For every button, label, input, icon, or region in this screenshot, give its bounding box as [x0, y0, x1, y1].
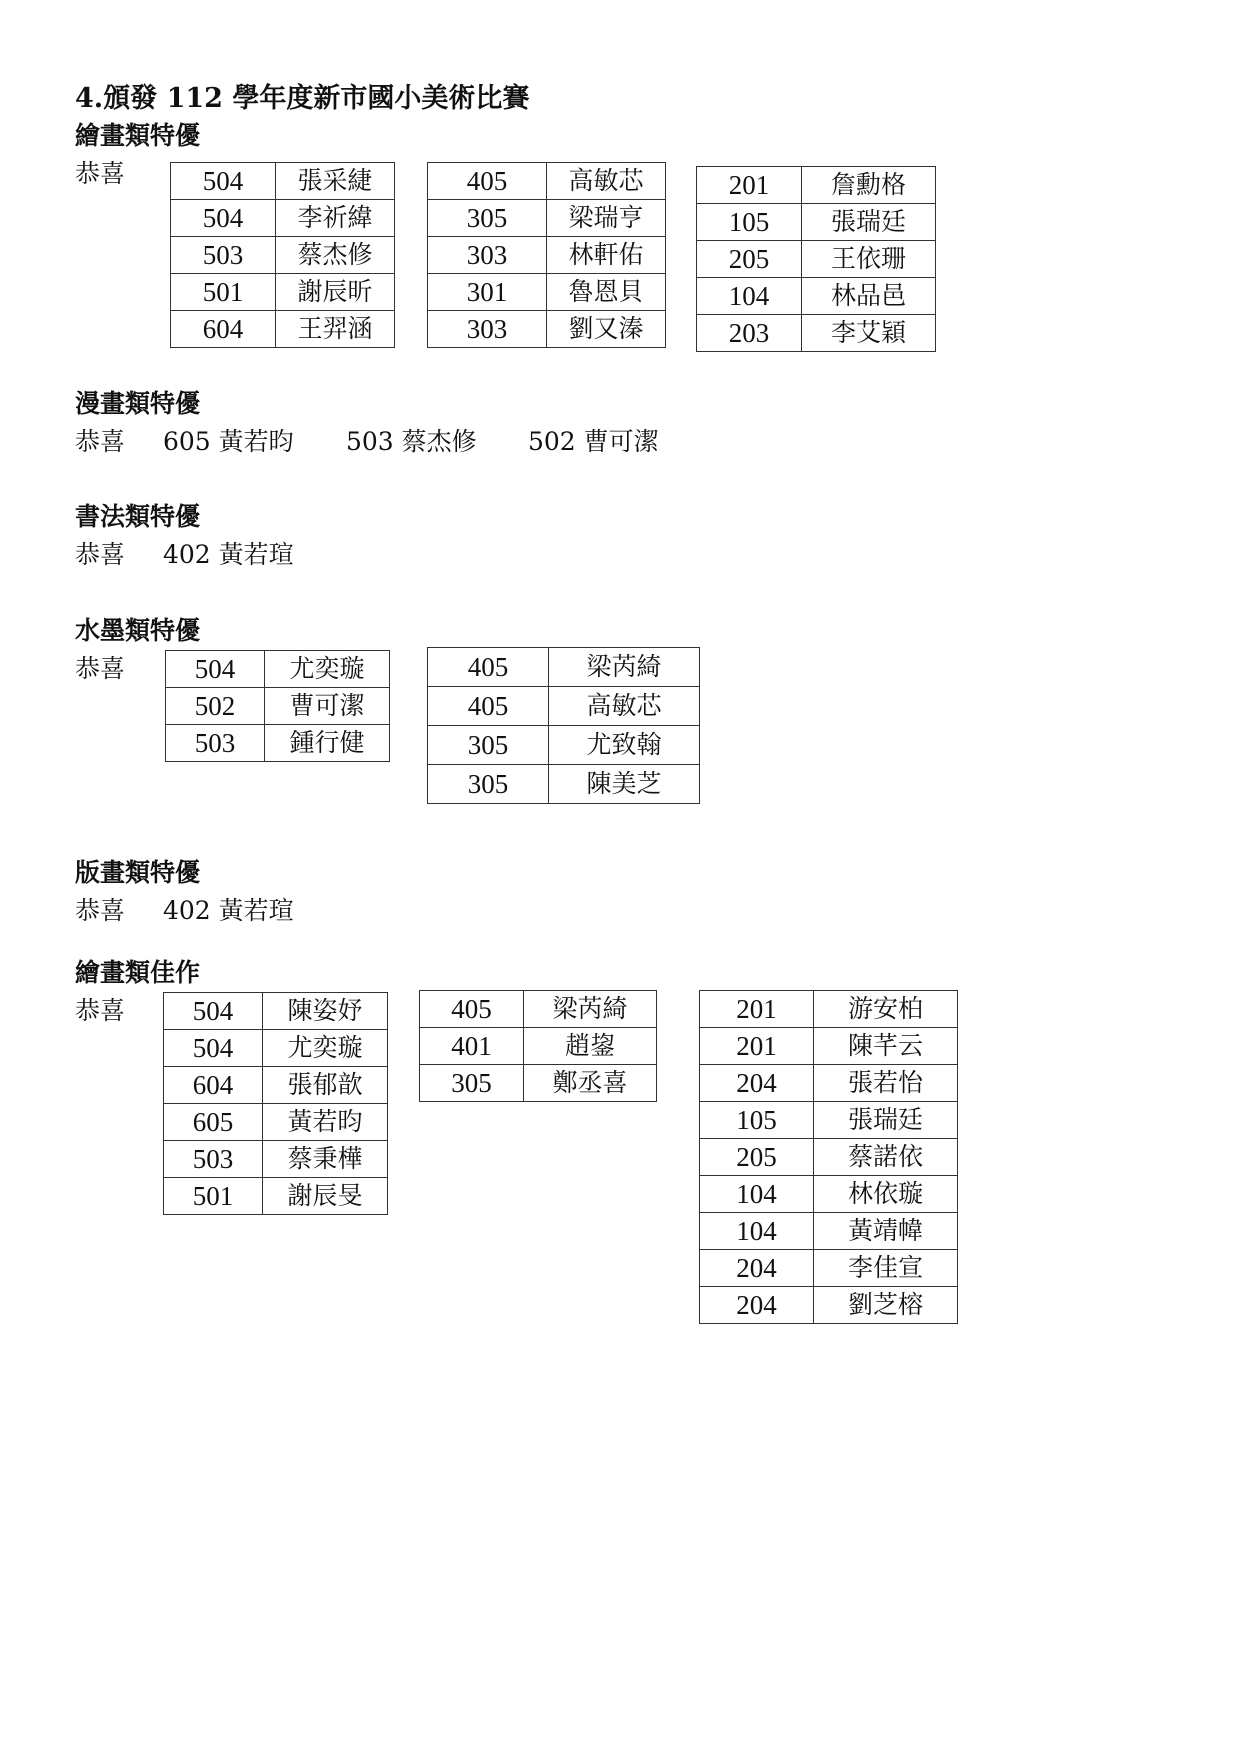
- class-number: 204: [700, 1065, 814, 1102]
- student-name: 陳芊云: [814, 1028, 958, 1065]
- table-row: [166, 725, 390, 762]
- class-number: 201: [700, 991, 814, 1028]
- table-row: [700, 1176, 958, 1213]
- class-number: 504: [171, 163, 276, 200]
- painting-merit-table-2: [419, 990, 657, 1102]
- class-number: 503: [166, 725, 265, 762]
- class-number: 305: [420, 1065, 524, 1102]
- class-number: 104: [697, 278, 802, 315]
- class-number: 502: [166, 688, 265, 725]
- table-row: [171, 274, 395, 311]
- table-row: [697, 167, 936, 204]
- painting-merit-table-3: [699, 990, 958, 1324]
- class-number: 303: [428, 237, 547, 274]
- class-number: 501: [171, 274, 276, 311]
- student-name: 高敏芯: [547, 163, 666, 200]
- class-number: 203: [697, 315, 802, 352]
- table-row: [700, 1065, 958, 1102]
- student-name: 張郁歆: [263, 1067, 388, 1104]
- student-name: 蔡諾依: [814, 1139, 958, 1176]
- table-row: [697, 241, 936, 278]
- calligraphy-entry: 402 黃若瑄: [163, 540, 294, 569]
- class-number: 201: [697, 167, 802, 204]
- student-name: 梁芮綺: [524, 991, 657, 1028]
- congrats-label: 恭喜: [75, 427, 126, 456]
- congrats-label: 恭喜: [75, 654, 126, 683]
- table-row: [428, 237, 666, 274]
- table-row: [164, 1067, 388, 1104]
- table-row: [697, 315, 936, 352]
- class-number: 504: [166, 651, 265, 688]
- student-name: 黃靖幃: [814, 1213, 958, 1250]
- table-row: [171, 311, 395, 348]
- student-name: 李祈緯: [276, 200, 395, 237]
- class-number: 301: [428, 274, 547, 311]
- student-name: 魯恩貝: [547, 274, 666, 311]
- student-name: 林軒佑: [547, 237, 666, 274]
- painting-excellent-table-3: [696, 166, 936, 352]
- table-row: [428, 200, 666, 237]
- class-number: 405: [428, 687, 549, 726]
- table-row: [428, 648, 700, 687]
- class-number: 501: [164, 1178, 263, 1215]
- class-number: 504: [171, 200, 276, 237]
- class-number: 604: [171, 311, 276, 348]
- congrats-label: 恭喜: [75, 896, 126, 925]
- student-name: 陳姿妤: [263, 993, 388, 1030]
- table-row: [428, 274, 666, 311]
- congrats-label: 恭喜: [75, 159, 126, 188]
- table-row: [428, 311, 666, 348]
- painting-merit-table-1: [163, 992, 388, 1215]
- congrats-label: 恭喜: [75, 540, 126, 569]
- painting-excellent-heading: 繪畫類特優: [75, 121, 201, 150]
- student-name: 謝辰旻: [263, 1178, 388, 1215]
- class-number: 104: [700, 1213, 814, 1250]
- student-name: 趙鋆: [524, 1028, 657, 1065]
- class-number: 105: [697, 204, 802, 241]
- class-number: 401: [420, 1028, 524, 1065]
- student-name: 謝辰昕: [276, 274, 395, 311]
- student-name: 林依璇: [814, 1176, 958, 1213]
- table-row: [166, 651, 390, 688]
- class-number: 605: [164, 1104, 263, 1141]
- table-row: [700, 1028, 958, 1065]
- class-number: 504: [164, 993, 263, 1030]
- table-row: [420, 1028, 657, 1065]
- class-number: 405: [428, 163, 547, 200]
- table-row: [428, 687, 700, 726]
- comic-entry: 605 黃若昀: [163, 427, 294, 456]
- table-row: [164, 1178, 388, 1215]
- painting-merit-heading: 繪畫類佳作: [75, 958, 201, 987]
- ink-excellent-heading: 水墨類特優: [75, 616, 201, 645]
- page-title: 4.頒發 112 學年度新市國小美術比賽: [75, 83, 530, 114]
- table-row: [171, 237, 395, 274]
- table-row: [700, 1287, 958, 1324]
- table-row: [428, 765, 700, 804]
- table-row: [700, 1213, 958, 1250]
- class-number: 504: [164, 1030, 263, 1067]
- student-name: 張瑞廷: [814, 1102, 958, 1139]
- comic-entry: 502 曹可潔: [528, 427, 659, 456]
- student-name: 游安柏: [814, 991, 958, 1028]
- table-row: [166, 688, 390, 725]
- calligraphy-excellent-heading: 書法類特優: [75, 502, 201, 531]
- student-name: 劉又溱: [547, 311, 666, 348]
- student-name: 梁瑞亨: [547, 200, 666, 237]
- table-row: [428, 726, 700, 765]
- table-row: [697, 278, 936, 315]
- student-name: 曹可潔: [265, 688, 390, 725]
- class-number: 201: [700, 1028, 814, 1065]
- print-excellent-heading: 版畫類特優: [75, 858, 201, 887]
- table-row: [164, 1141, 388, 1178]
- student-name: 李艾穎: [802, 315, 936, 352]
- class-number: 405: [420, 991, 524, 1028]
- student-name: 林品邑: [802, 278, 936, 315]
- student-name: 尤致翰: [549, 726, 700, 765]
- comic-excellent-heading: 漫畫類特優: [75, 389, 201, 418]
- table-row: [697, 204, 936, 241]
- student-name: 蔡秉樺: [263, 1141, 388, 1178]
- table-row: [428, 163, 666, 200]
- class-number: 503: [171, 237, 276, 274]
- table-row: [420, 1065, 657, 1102]
- student-name: 王依珊: [802, 241, 936, 278]
- student-name: 李佳宣: [814, 1250, 958, 1287]
- class-number: 305: [428, 200, 547, 237]
- table-row: [171, 200, 395, 237]
- class-number: 303: [428, 311, 547, 348]
- class-number: 205: [697, 241, 802, 278]
- painting-excellent-table-2: [427, 162, 666, 348]
- class-number: 405: [428, 648, 549, 687]
- ink-excellent-table-2: [427, 647, 700, 804]
- student-name: 梁芮綺: [549, 648, 700, 687]
- student-name: 王羿涵: [276, 311, 395, 348]
- print-entry: 402 黃若瑄: [163, 896, 294, 925]
- class-number: 104: [700, 1176, 814, 1213]
- table-row: [700, 991, 958, 1028]
- table-row: [700, 1102, 958, 1139]
- table-row: [164, 993, 388, 1030]
- student-name: 陳美芝: [549, 765, 700, 804]
- student-name: 高敏芯: [549, 687, 700, 726]
- ink-excellent-table-1: [165, 650, 390, 762]
- table-row: [164, 1030, 388, 1067]
- student-name: 張瑞廷: [802, 204, 936, 241]
- student-name: 蔡杰修: [276, 237, 395, 274]
- student-name: 詹勳格: [802, 167, 936, 204]
- student-name: 尤奕璇: [263, 1030, 388, 1067]
- table-row: [420, 991, 657, 1028]
- student-name: 張若怡: [814, 1065, 958, 1102]
- table-row: [171, 163, 395, 200]
- class-number: 205: [700, 1139, 814, 1176]
- table-row: [700, 1250, 958, 1287]
- student-name: 張采緁: [276, 163, 395, 200]
- class-number: 503: [164, 1141, 263, 1178]
- class-number: 305: [428, 726, 549, 765]
- class-number: 204: [700, 1250, 814, 1287]
- student-name: 尤奕璇: [265, 651, 390, 688]
- painting-excellent-table-1: [170, 162, 395, 348]
- student-name: 劉芝榕: [814, 1287, 958, 1324]
- student-name: 黃若昀: [263, 1104, 388, 1141]
- class-number: 604: [164, 1067, 263, 1104]
- student-name: 鍾行健: [265, 725, 390, 762]
- table-row: [164, 1104, 388, 1141]
- class-number: 105: [700, 1102, 814, 1139]
- class-number: 305: [428, 765, 549, 804]
- student-name: 鄭丞喜: [524, 1065, 657, 1102]
- table-row: [700, 1139, 958, 1176]
- congrats-label: 恭喜: [75, 996, 126, 1025]
- class-number: 204: [700, 1287, 814, 1324]
- comic-entry: 503 蔡杰修: [346, 427, 477, 456]
